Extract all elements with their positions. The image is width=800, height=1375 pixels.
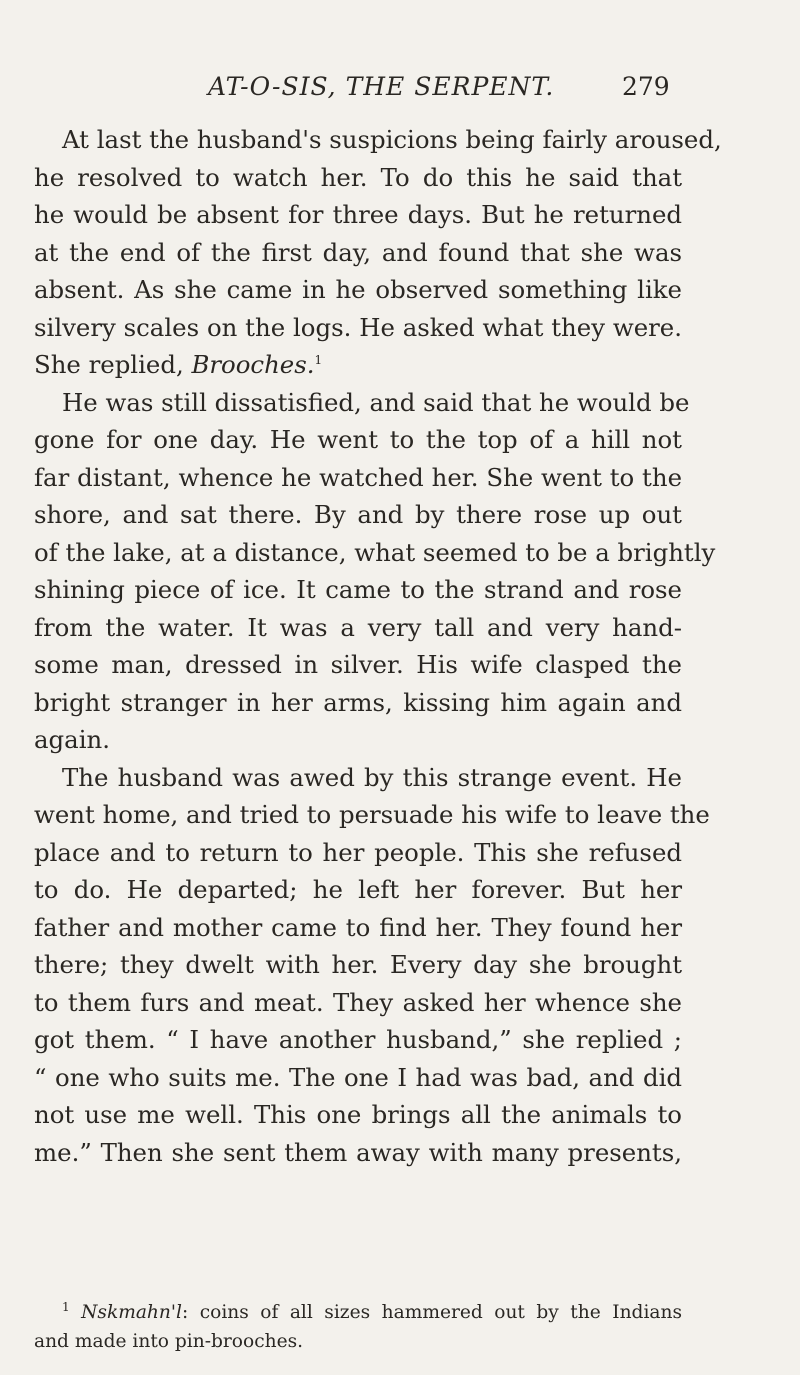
text-line: bright stranger in her arms, kissing him again and [34,687,682,717]
text-line: got them. “ I have another husband,” she replied ; [34,1025,682,1054]
italic-word: Brooches. [191,350,315,379]
text-line: of the lake, at a distance, what seemed to be a brightly [34,537,716,567]
text-line: absent. As she came in he observed something like [34,275,682,304]
text-line: to do. He departed; he left her forever. But her [34,875,682,904]
text-line: some man, dressed in silver. His wife clasped the [34,650,682,679]
text-line: he resolved to watch her. To do this he said that [34,162,682,192]
body-text [34,121,722,1171]
text-line: shining piece of ice. It came to the strand and rose [34,575,682,604]
running-title: AT-O-SIS, THE SERPENT. [208,72,555,101]
text-line: He was still dissatisfied, and said that he would be [62,387,690,417]
text-line: again. [34,725,110,754]
text-line: there; they dwelt with her. Every day she brought [34,950,682,979]
page-number: 279 [622,72,670,101]
text-line: silvery scales on the logs. He asked what they were. [34,312,682,342]
text-line: “ one who suits me. The one I had was bad, and did [34,1062,682,1092]
text-line: to them furs and meat. They asked her whence she [34,987,682,1017]
text-line [34,346,682,384]
page-header [0,72,800,112]
text-line: not use me well. This one brings all the animals to [34,1100,682,1129]
footnotes [34,1298,682,1356]
text-line: gone for one day. He went to the top of a hill not [34,425,682,454]
footnote-marker: 1 [314,352,323,367]
text-line: he would be absent for three days. But he returned [34,200,682,229]
text-line: The husband was awed by this strange event. He [62,762,682,792]
footnote-text: : coins of all sizes hammered out by the Indians [181,1302,682,1323]
footnote-number: 1 [62,1299,70,1314]
text-line: at the end of the first day, and found that she was [34,237,682,267]
footnote-line: and made into pin-brooches. [34,1331,304,1352]
text-line: father and mother came to find her. They found her [34,912,682,942]
text-fragment: She replied, [34,350,192,379]
text-line: shore, and sat there. By and by there rose up out [34,500,682,529]
text-line: place and to return to her people. This she refused [34,837,682,867]
text-line: went home, and tried to persuade his wife to leave the [34,800,710,829]
text-line: me.” Then she sent them away with many presents, [34,1137,682,1167]
footnote-term: Nskmahn'l [81,1302,182,1323]
text-line: far distant, whence he watched her. She went to the [34,462,682,492]
text-line: from the water. It was a very tall and very hand- [34,612,682,642]
footnote-line [34,1298,682,1327]
text-line: At last the husband's suspicions being fairly aroused, [62,125,722,154]
